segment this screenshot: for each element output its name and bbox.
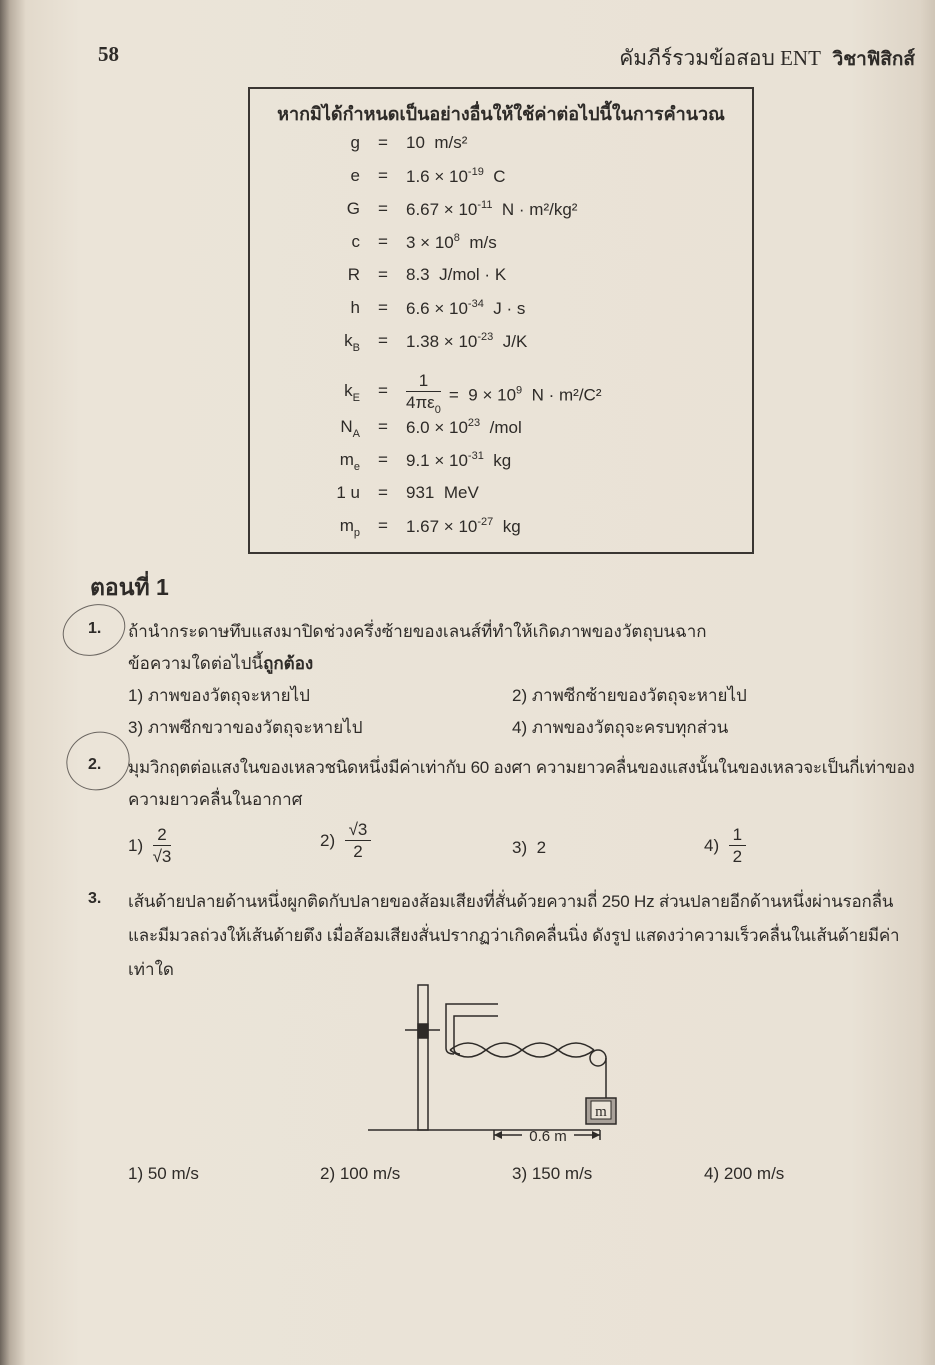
- question-text: ความยาวคลื่นในอากาศ: [128, 790, 303, 809]
- constant-exponent: -23: [477, 331, 494, 343]
- symbol-text: k: [344, 331, 353, 350]
- constants-box: [248, 87, 754, 554]
- constant-unit: N · m²/kg²: [501, 200, 578, 219]
- constant-exponent: 23: [467, 417, 481, 429]
- question-number: 2.: [88, 756, 102, 773]
- constant-value: [406, 371, 601, 421]
- constant-unit: J/mol · K: [439, 265, 507, 284]
- symbol-text: g: [350, 133, 360, 152]
- constant-unit: /mol: [489, 418, 522, 437]
- constant-exponent: -27: [477, 516, 494, 528]
- constant-row: [250, 133, 750, 163]
- constant-exponent: 8: [453, 232, 460, 244]
- constant-row: [250, 232, 750, 262]
- question-text-part: ข้อความใดต่อไปนี้: [128, 654, 264, 673]
- symbol-text: m: [339, 516, 354, 535]
- constant-mantissa: 3 × 10: [406, 233, 454, 252]
- constant-mantissa: 6.67 × 10: [406, 200, 478, 219]
- equals-sign: =: [378, 166, 388, 185]
- option-3[interactable]: 3) ภาพซีกขวาของวัตถุจะหายไป: [128, 718, 363, 737]
- option-label: 1): [128, 835, 144, 855]
- question-text: และมีมวลถ่วงให้เส้นด้ายตึง เมื่อส้อมเสียงสั่นปรากฏว่าเกิดคลื่นนิ่ง ดังรูป แสดงว่าความเร็วคลื่นในเส้นด้ายมีค่า: [128, 926, 900, 945]
- denominator: 2: [353, 842, 363, 861]
- question-text: [128, 650, 313, 677]
- constant-symbol: [344, 331, 360, 354]
- running-header: [619, 42, 915, 75]
- constant-unit: J/K: [502, 332, 528, 351]
- subject-title: วิชาฟิสิกส์: [832, 48, 915, 70]
- constant-unit: m/s²: [434, 133, 468, 152]
- constant-unit: kg: [502, 517, 521, 536]
- symbol-subscript: p: [353, 527, 360, 539]
- equals-sign: =: [378, 133, 388, 152]
- constant-value: [406, 166, 506, 187]
- constant-unit: m/s: [469, 233, 497, 252]
- option-1[interactable]: 1) 50 m/s: [128, 1164, 199, 1183]
- constant-mantissa: 6.6 × 10: [406, 299, 468, 318]
- numerator: 1: [729, 825, 746, 846]
- equals-sign: =: [378, 298, 388, 317]
- constant-symbol: [336, 483, 360, 503]
- option-value: 2: [536, 838, 547, 857]
- symbol-subscript: E: [352, 392, 360, 404]
- question-emphasis: ถูกต้อง: [263, 654, 314, 673]
- symbol-subscript: B: [352, 342, 360, 354]
- constant-mantissa: 9.1 × 10: [406, 451, 468, 470]
- constant-value: [406, 417, 522, 438]
- constant-unit: kg: [493, 451, 512, 470]
- length-label: 0.6 m: [529, 1128, 567, 1145]
- constants-title: หากมิได้กำหนดเป็นอย่างอื่นให้ใช้ค่าต่อไปนี้ในการคำนวณ: [277, 104, 725, 124]
- option-1[interactable]: 1) ภาพของวัตถุจะหายไป: [128, 686, 310, 705]
- mass-label: m: [595, 1104, 607, 1120]
- constant-mantissa: 9 × 10: [468, 385, 517, 405]
- constant-symbol: [348, 265, 360, 285]
- constant-row: [250, 516, 750, 546]
- symbol-text: k: [344, 381, 353, 400]
- constant-mantissa: 10: [406, 133, 425, 152]
- constant-exponent: 9: [516, 384, 523, 397]
- constant-value: [406, 199, 577, 220]
- denominator-subscript: 0: [434, 404, 441, 416]
- option-4[interactable]: 4) 200 m/s: [704, 1164, 785, 1183]
- fraction: [729, 825, 746, 868]
- constant-symbol: [340, 450, 360, 473]
- constant-exponent: -11: [477, 199, 493, 211]
- equals-sign: =: [378, 199, 388, 218]
- symbol-text: e: [350, 166, 360, 185]
- clamp: [418, 1024, 428, 1038]
- constant-exponent: -19: [467, 166, 484, 178]
- symbol-subscript: A: [352, 428, 360, 440]
- constant-row: [250, 417, 750, 447]
- constant-symbol: [344, 381, 360, 404]
- equals-sign: =: [378, 232, 388, 251]
- symbol-text: G: [346, 199, 360, 218]
- equals-sign: =: [378, 483, 388, 502]
- fraction: [406, 371, 441, 421]
- option-2[interactable]: [320, 820, 379, 863]
- pulley: [590, 1050, 606, 1066]
- question-number: 1.: [88, 620, 102, 637]
- constant-symbol: [352, 232, 361, 252]
- constant-unit: J · s: [493, 299, 526, 318]
- option-2[interactable]: 2) ภาพซีกซ้ายของวัตถุจะหายไป: [512, 686, 747, 705]
- constant-value: [406, 450, 511, 471]
- section-title: ตอนที่ 1: [90, 574, 169, 600]
- constant-value: [406, 232, 497, 253]
- constant-unit: N · m²/C²: [531, 385, 602, 405]
- constant-mantissa: 1.67 × 10: [406, 517, 478, 536]
- constant-mantissa: 931: [406, 483, 435, 502]
- constant-row: [250, 331, 750, 361]
- constant-symbol: [351, 133, 360, 153]
- constant-unit: C: [493, 167, 506, 186]
- option-3[interactable]: 3) 150 m/s: [512, 1164, 593, 1183]
- constant-symbol: [340, 516, 360, 539]
- numerator: √3: [345, 820, 372, 841]
- question-text: มุมวิกฤตต่อแสงในของเหลวชนิดหนึ่งมีค่าเท่ากับ 60 องศา ความยาวคลื่นของแสงนั้นในของเหลวจะเป็นกี่เท่าของ: [128, 758, 915, 777]
- fraction: [345, 820, 372, 863]
- question-text: เส้นด้ายปลายด้านหนึ่งผูกติดกับปลายของส้อมเสียงที่สั่นด้วยความถี่ 250 Hz ส่วนปลายอีกด้านหนึ่งผ่านรอกลื่น: [128, 892, 894, 911]
- constant-exponent: -31: [467, 450, 484, 462]
- equals-sign: =: [378, 417, 388, 436]
- numerator: 1: [406, 371, 441, 392]
- constant-symbol: [347, 199, 360, 219]
- equals-sign: =: [378, 331, 388, 350]
- symbol-text: c: [351, 232, 360, 251]
- constant-row: [250, 450, 750, 480]
- constant-value: [406, 298, 525, 319]
- constant-row: [250, 298, 750, 328]
- option-4[interactable]: 4) ภาพของวัตถุจะครบทุกส่วน: [512, 718, 729, 737]
- option-2[interactable]: 2) 100 m/s: [320, 1164, 401, 1183]
- page-number: 58: [98, 42, 119, 66]
- equals-sign: =: [378, 516, 388, 535]
- constant-unit: MeV: [443, 483, 479, 502]
- symbol-subscript: e: [353, 461, 360, 473]
- option-label: 3): [512, 838, 528, 857]
- constant-mantissa: 6.0 × 10: [406, 418, 468, 437]
- symbol-text: N: [340, 417, 353, 436]
- constant-value: [406, 265, 506, 285]
- denominator-text: 4πε: [406, 393, 435, 412]
- constant-mantissa: 8.3: [406, 265, 430, 284]
- equals-sign: =: [378, 450, 388, 469]
- constant-mantissa: 1.38 × 10: [406, 332, 478, 351]
- constant-row: [250, 483, 750, 513]
- constant-value: [406, 483, 479, 503]
- option-label: 2): [320, 830, 336, 850]
- option-3[interactable]: [512, 838, 546, 858]
- option-4[interactable]: [704, 825, 754, 868]
- symbol-text: h: [350, 298, 360, 317]
- constant-mantissa: 1.6 × 10: [406, 167, 468, 186]
- constant-symbol: [351, 166, 360, 186]
- book-title: คัมภีร์รวมข้อสอบ ENT: [619, 46, 821, 70]
- constant-exponent: -34: [467, 298, 484, 310]
- standing-wave-string: [450, 1043, 594, 1057]
- equals-sign: =: [378, 265, 388, 284]
- option-1[interactable]: [128, 825, 179, 868]
- equals-sign: =: [378, 381, 388, 400]
- option-label: 4): [704, 835, 720, 855]
- constant-value: [406, 516, 521, 537]
- symbol-text: 1 u: [336, 483, 360, 502]
- constant-symbol: [351, 298, 360, 318]
- constant-value: [406, 331, 527, 352]
- denominator: √3: [152, 847, 172, 866]
- symbol-text: m: [339, 450, 354, 469]
- question-text: ถ้านำกระดาษทึบแสงมาปิดช่วงครึ่งซ้ายของเลนส์ที่ทำให้เกิดภาพของวัตถุบนฉาก: [128, 622, 707, 641]
- standing-wave-figure: [360, 980, 660, 1150]
- denominator: 2: [732, 847, 743, 866]
- constant-row: [250, 265, 750, 295]
- stand-pole: [418, 985, 428, 1130]
- constant-row: [250, 166, 750, 196]
- symbol-text: R: [347, 265, 360, 284]
- equals-sign: =: [448, 385, 459, 405]
- constant-row: [250, 199, 750, 229]
- constant-symbol: [340, 417, 360, 440]
- fraction: [153, 825, 172, 868]
- question-text: เท่าใด: [128, 960, 174, 979]
- question-number: 3.: [88, 890, 102, 907]
- constant-value: [406, 133, 467, 153]
- numerator: 2: [153, 825, 172, 846]
